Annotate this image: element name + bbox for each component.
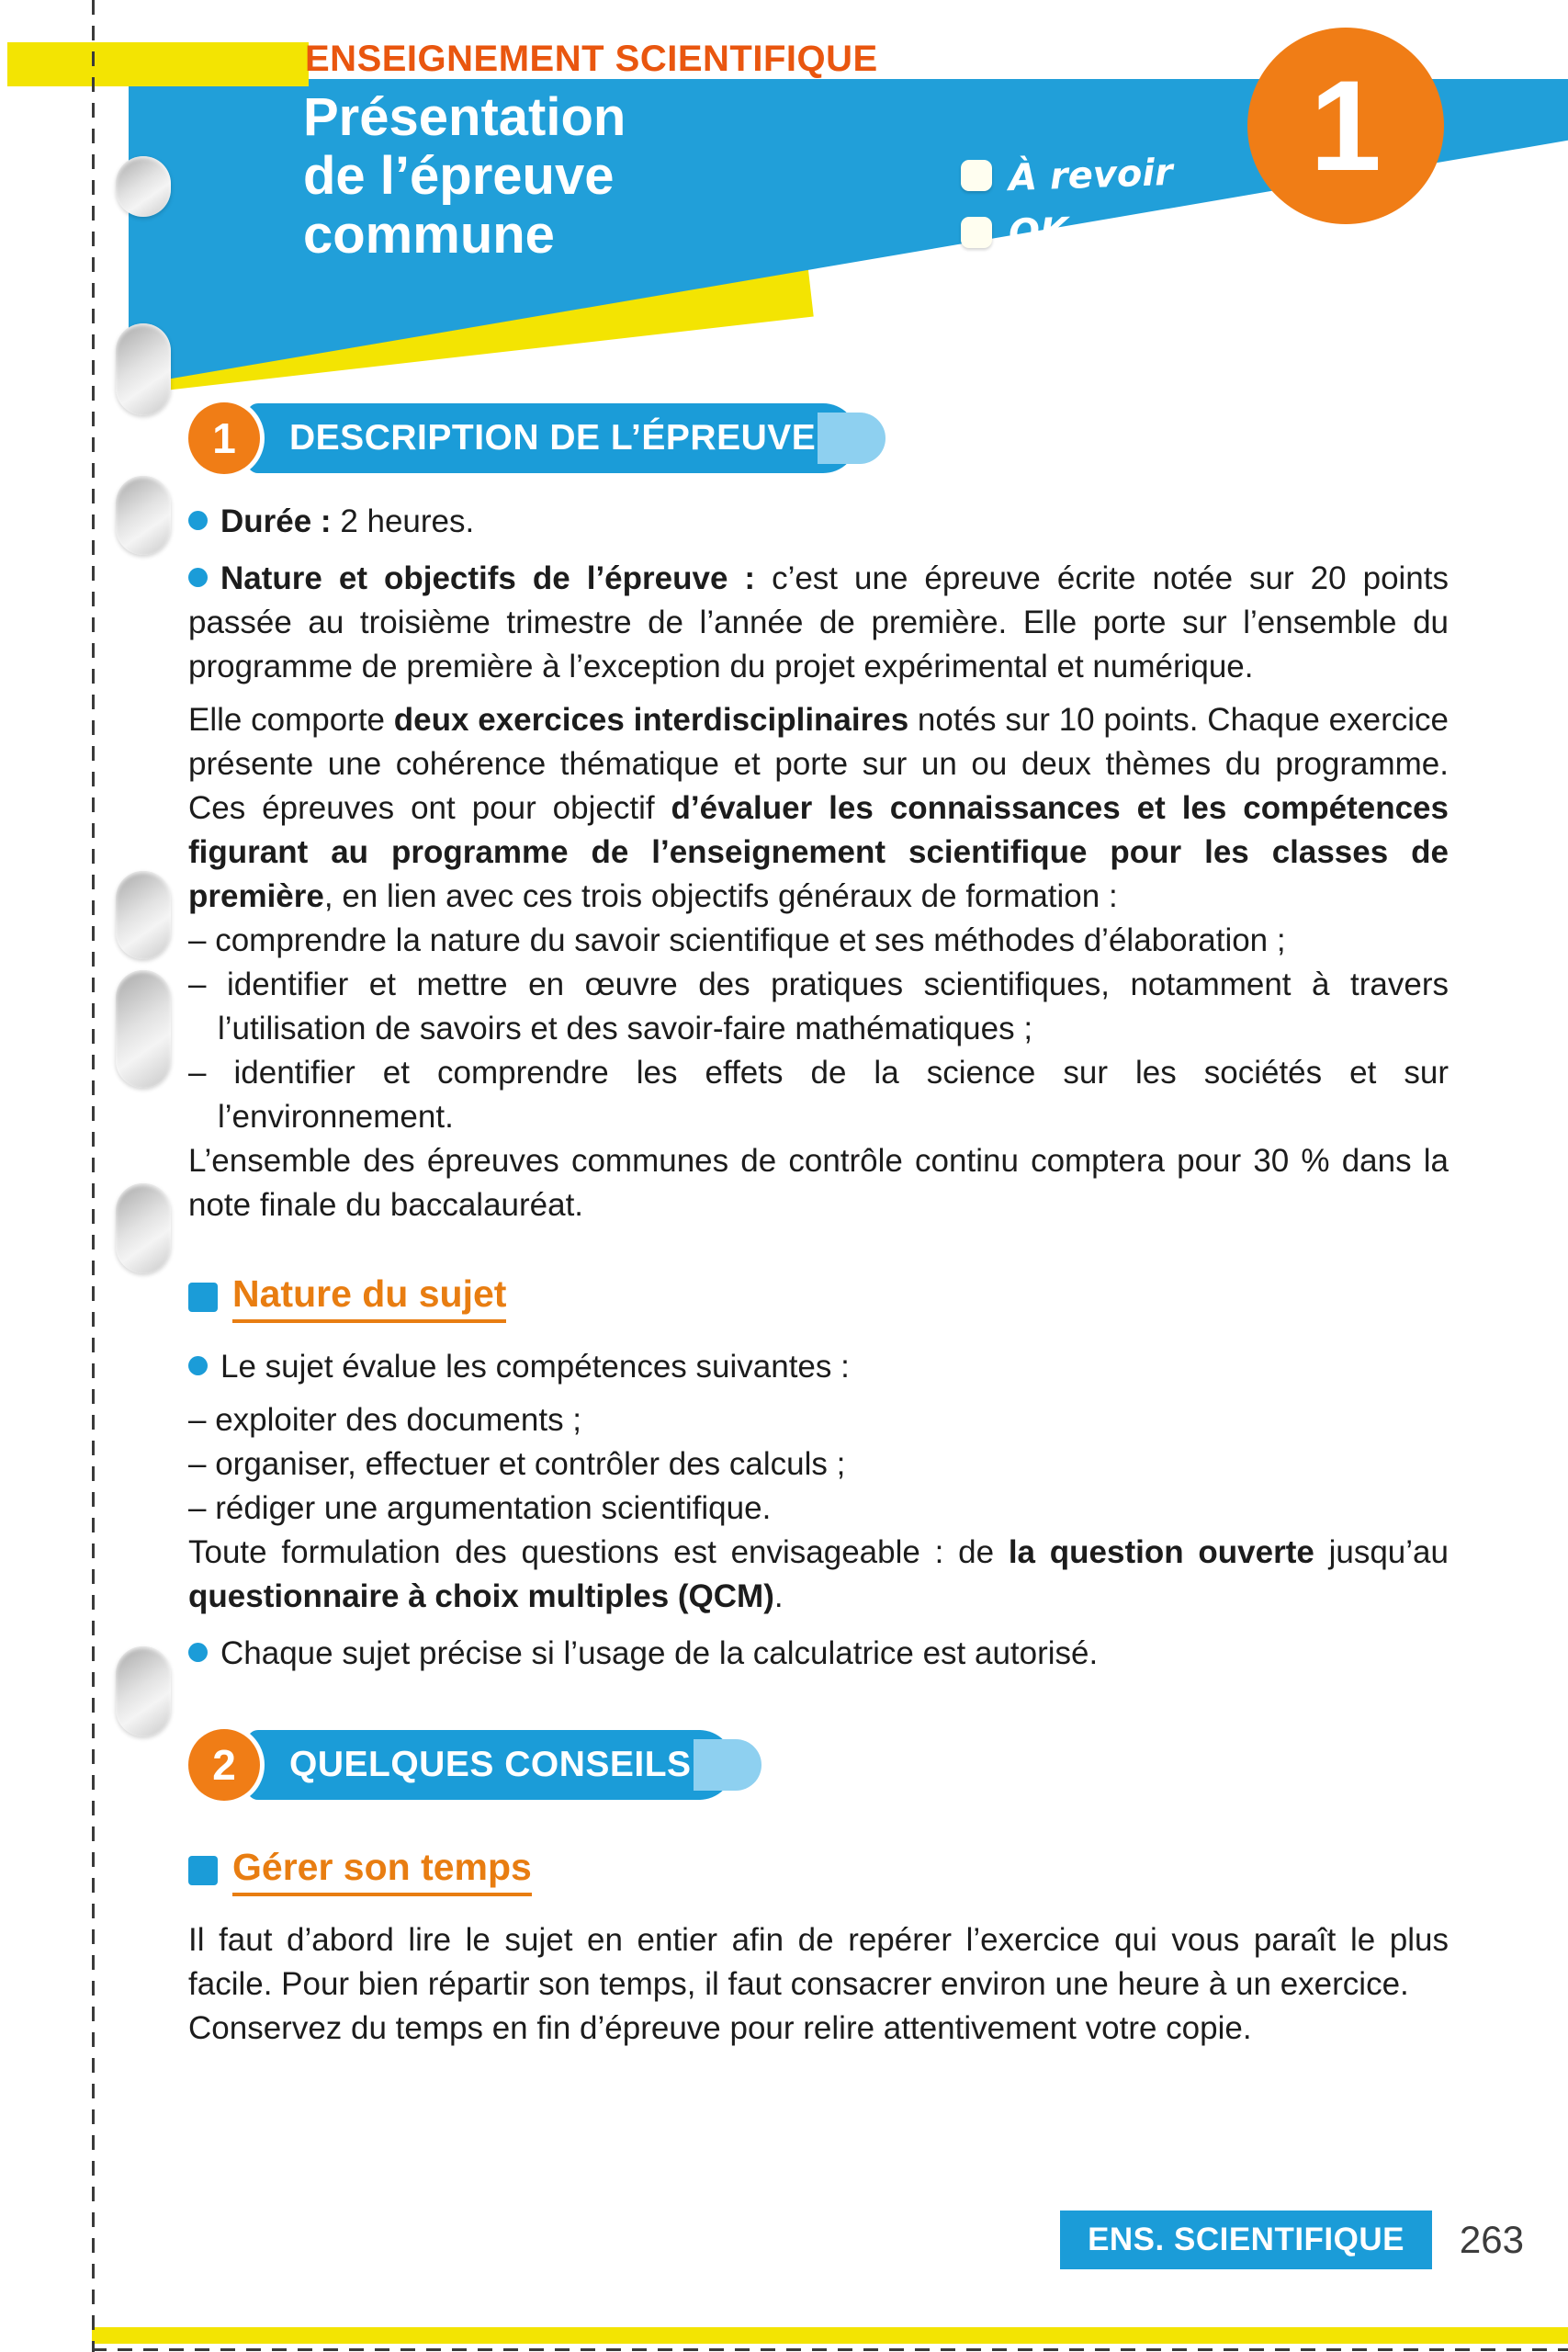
subheading-square-icon bbox=[188, 1283, 218, 1312]
section-title: QUELQUES CONSEILS bbox=[247, 1730, 734, 1800]
bullet-item: Nature et objectifs de l’épreuve : c’est une épreuve écrite notée sur 20 points passée au troisième trimestre de l’année de première. Elle porte sur l’ensemble du programme de première à l’exception du projet expérimental et numérique. bbox=[188, 560, 1449, 684]
ok-label: OK bbox=[1008, 209, 1069, 255]
binding-capsule bbox=[116, 156, 171, 217]
chapter-number: 1 bbox=[1310, 53, 1382, 198]
paragraph: Elle comporte deux exercices interdisciplinaires notés sur 10 points. Chaque exercice présente une cohérence thématique et porte sur un ou deux thèmes du programme. Ces épreuves ont pour objectif d’évaluer les connaissances et les compétences figurant au programme de l’enseignement scientifique pour les classes de première, en lien avec ces trois objectifs généraux de formation : bbox=[188, 702, 1449, 914]
a-revoir-checkbox[interactable] bbox=[961, 160, 992, 191]
subheading-square-icon bbox=[188, 1856, 218, 1885]
binding-capsule bbox=[116, 871, 171, 959]
subheading bbox=[188, 1845, 1449, 1896]
dash-item: – organiser, effectuer et contrôler des calculs ; bbox=[188, 1446, 846, 1482]
chapter-number-badge bbox=[1247, 28, 1444, 224]
binding-capsule bbox=[116, 323, 171, 415]
subheading bbox=[188, 1272, 1449, 1323]
bottom-yellow-band bbox=[92, 2327, 1568, 2344]
page-title-line-1: Présentation bbox=[303, 87, 626, 147]
bullet-item: Durée : 2 heures. bbox=[188, 500, 1449, 544]
binding-capsule bbox=[116, 1646, 171, 1736]
dash-item: – comprendre la nature du savoir scientifique et ses méthodes d’élaboration ; bbox=[188, 922, 1286, 958]
yellow-top-band bbox=[7, 42, 309, 86]
section-banner bbox=[188, 1729, 1449, 1801]
binding-capsule bbox=[116, 476, 171, 555]
bullet-item: Le sujet évalue les compétences suivantes : bbox=[188, 1345, 1449, 1389]
binding-capsule bbox=[116, 1183, 171, 1273]
page-title bbox=[303, 88, 626, 265]
paragraph: Toute formulation des questions est envisageable : de la question ouverte jusqu’au questionnaire à choix multiples (QCM). bbox=[188, 1534, 1449, 1614]
checkbox-row-a-revoir bbox=[961, 151, 1174, 200]
left-perforation-line bbox=[92, 0, 95, 2352]
paragraph: Il faut d’abord lire le sujet en entier afin de repérer l’exercice qui vous paraît le plus facile. Pour bien répartir son temps, il faut consacrer environ une heure à un exercice. bbox=[188, 1922, 1449, 2002]
page-title-line-2: de l’épreuve bbox=[303, 146, 615, 206]
subheading-text: Gérer son temps bbox=[232, 1845, 532, 1896]
bullet-icon bbox=[188, 511, 208, 530]
paragraph: L’ensemble des épreuves communes de contrôle continu comptera pour 30 % dans la note finale du baccalauréat. bbox=[188, 1143, 1449, 1223]
bullet-icon bbox=[188, 1643, 208, 1662]
bullet-icon bbox=[188, 1356, 208, 1375]
section-banner bbox=[188, 402, 1449, 474]
review-checkboxes bbox=[961, 151, 1174, 268]
subject-footer-badge: ENS. SCIENTIFIQUE bbox=[1060, 2211, 1432, 2269]
bottom-perforation-line bbox=[92, 2348, 1568, 2351]
subheading-text: Nature du sujet bbox=[232, 1272, 506, 1323]
section-title: DESCRIPTION DE L’ÉPREUVE bbox=[247, 403, 858, 473]
subject-kicker: ENSEIGNEMENT SCIENTIFIQUE bbox=[305, 39, 878, 79]
dash-item: – rédiger une argumentation scientifique. bbox=[188, 1490, 772, 1526]
content bbox=[188, 402, 1449, 2051]
dash-item: – exploiter des documents ; bbox=[188, 1402, 582, 1438]
page-title-line-3: commune bbox=[303, 205, 555, 265]
a-revoir-label: À revoir bbox=[1008, 151, 1174, 200]
dash-item: – identifier et comprendre les effets de la science sur les sociétés et sur l’environnement. bbox=[188, 1055, 1449, 1135]
bullet-item: Chaque sujet précise si l’usage de la calculatrice est autorisé. bbox=[188, 1632, 1449, 1676]
section-number-badge: 2 bbox=[188, 1729, 260, 1801]
binding-capsule bbox=[116, 970, 171, 1088]
paragraph: Conservez du temps en fin d’épreuve pour relire attentivement votre copie. bbox=[188, 2010, 1252, 2046]
bullet-icon bbox=[188, 568, 208, 587]
section-number-badge: 1 bbox=[188, 402, 260, 474]
page-number: 263 bbox=[1459, 2218, 1524, 2261]
checkbox-row-ok bbox=[961, 211, 1173, 254]
dash-item: – identifier et mettre en œuvre des pratiques scientifiques, notamment à travers l’utilisation de savoirs et des savoir-faire mathématiques ; bbox=[188, 967, 1449, 1046]
ok-checkbox[interactable] bbox=[961, 217, 992, 248]
